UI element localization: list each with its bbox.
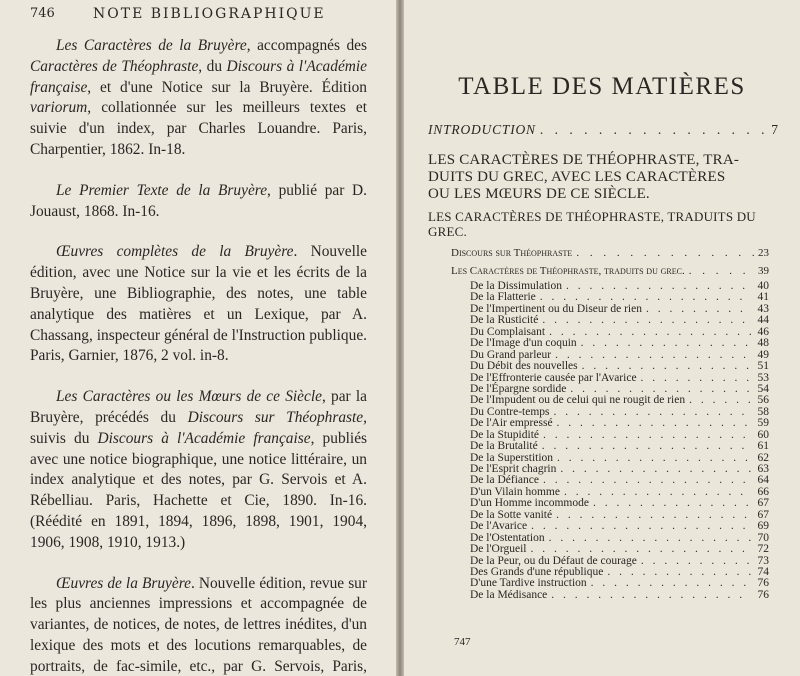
leader-dots bbox=[560, 464, 751, 475]
toc-entry-label: De l'Ostentation bbox=[470, 531, 545, 544]
leader-dots bbox=[549, 533, 751, 544]
toc-entry-chapter bbox=[451, 265, 769, 277]
toc-entry-label: De la Flatterie bbox=[470, 291, 536, 304]
toc-entry-label: Les Caractères de Théophraste, traduits du grec. bbox=[451, 265, 685, 277]
part-title-line: DUITS DU GREC, AVEC LES CARACTÈRES bbox=[428, 169, 726, 185]
toc-entry-label: D'un Homme incommode bbox=[470, 497, 589, 510]
toc-entry-page: 76 bbox=[757, 577, 769, 590]
leader-dots bbox=[549, 327, 751, 338]
toc-entry-label: De la Stupidité bbox=[470, 428, 539, 441]
bibliography-entry bbox=[30, 36, 367, 161]
toc-entry-page: 62 bbox=[757, 451, 769, 464]
leader-dots bbox=[557, 453, 751, 464]
left-page bbox=[0, 0, 397, 676]
toc-entry-label: De la Médisance bbox=[470, 588, 548, 601]
leader-dots bbox=[593, 498, 751, 509]
leader-dots bbox=[576, 247, 754, 259]
entry-text: , publiés avec une notice biographique, une notice littéraire, un index analytique et des notes, par G. Servois et A. Rébelliau. Paris, Hachette et Cie, 1890. In-16. (Réédité en 1891, 1894, 1896, 1898, 1901, 1904, 1906, 1908, 1910, 1913.) bbox=[30, 429, 368, 551]
bibliography-entry bbox=[30, 242, 367, 367]
bibliography-entry bbox=[30, 181, 367, 223]
leader-dots bbox=[641, 373, 751, 384]
toc-entry-page: 63 bbox=[757, 463, 769, 475]
entry-title-text: variorum bbox=[30, 99, 88, 117]
entry-text: , publié par D. Jouaust, 1868. In-16. bbox=[30, 181, 367, 220]
toc-entry-label: Des Grands d'une république bbox=[470, 565, 604, 578]
toc-entry-label: De la Brutalité bbox=[470, 440, 538, 453]
toc-entry-page: 73 bbox=[757, 554, 769, 567]
toc-entry-page: 76 bbox=[757, 588, 769, 601]
part-title-line: OU LES MŒURS DE CE SIÈCLE. bbox=[428, 186, 650, 202]
toc-entry-page: 70 bbox=[757, 531, 769, 544]
entry-title-text: Œuvres de la Bruyère bbox=[56, 574, 191, 592]
entry-text: , par la Bruyère, précédés du bbox=[30, 388, 367, 426]
toc-entry-page: 44 bbox=[757, 314, 769, 327]
subpart-title-line: LES CARACTÈRES DE THÉOPHRASTE, TRADUITS DU bbox=[428, 209, 756, 224]
entry-title-text: Discours à l'Académie française bbox=[97, 429, 311, 447]
entry-title-text: Les Caractères ou les Mœurs de ce Siècle bbox=[56, 388, 322, 406]
toc-entry-page: 39 bbox=[758, 265, 769, 277]
right-page bbox=[403, 0, 800, 676]
toc-entry-page: 40 bbox=[757, 280, 769, 292]
entry-text: , et d'une Notice sur la Bruyère. Édition bbox=[87, 78, 367, 96]
toc-entry-page: 60 bbox=[757, 428, 769, 441]
toc-entry-label: De la Sotte vanité bbox=[470, 508, 553, 521]
entry-title-text: Œuvres complètes de la Bruyère bbox=[56, 243, 294, 261]
folio: 747 bbox=[454, 636, 471, 648]
leader-dots bbox=[646, 304, 751, 315]
bibliography-entry bbox=[30, 387, 367, 553]
bibliography-entry bbox=[30, 574, 367, 676]
leader-dots bbox=[540, 122, 767, 138]
toc-entry-page: 74 bbox=[757, 565, 769, 578]
entry-text: . Nouvelle édition, revue sur les plus anciennes impressions et accompagnée de variantes, de notices, de notes, de lettres inédites, d'un lexique des mots et des locutions remarquables, de portraits, de fac-simile, etc., par G. Servois, Paris, bbox=[30, 574, 367, 675]
leader-dots bbox=[531, 521, 751, 532]
toc-entry-introduction bbox=[428, 122, 778, 138]
leader-dots bbox=[564, 487, 751, 498]
toc-entry-label: De la Peur, ou du Défaut de courage bbox=[470, 554, 637, 567]
bibliography bbox=[30, 36, 367, 676]
toc-entry-page: 48 bbox=[757, 337, 769, 350]
leader-dots bbox=[542, 441, 751, 452]
entry-text: , collationnée sur les meilleurs textes et suivie d'un index, par Charles Louandre. Paris, Charpentier, 1862. In-18. bbox=[30, 99, 367, 158]
leader-dots bbox=[557, 418, 751, 429]
toc-entry-page: 64 bbox=[757, 474, 769, 487]
toc-entry-page: 67 bbox=[757, 497, 769, 510]
leader-dots bbox=[530, 544, 751, 555]
toc-entry-discours bbox=[451, 247, 769, 259]
toc-entry-label: Du Débit des nouvelles bbox=[470, 360, 578, 373]
page-number: 746 bbox=[30, 6, 55, 21]
toc-entry-label: De l'Image d'un coquin bbox=[470, 337, 577, 350]
leader-dots bbox=[566, 281, 751, 292]
leader-dots bbox=[689, 395, 751, 406]
toc-entry-label: De l'Air empressé bbox=[470, 417, 553, 430]
leader-dots bbox=[543, 430, 751, 441]
toc-entry bbox=[470, 521, 769, 532]
toc-entry-label: De l'Avarice bbox=[470, 520, 528, 533]
leader-dots bbox=[607, 567, 751, 578]
leader-dots bbox=[689, 265, 754, 277]
toc-entry-label: De la Rusticité bbox=[470, 314, 539, 327]
entry-title-text: Discours sur Théophraste bbox=[187, 408, 364, 426]
entry-title-text: Caractères de Théophraste bbox=[30, 57, 199, 75]
toc-entry-page: 41 bbox=[757, 291, 769, 304]
subpart-title-line: GREC. bbox=[428, 224, 467, 239]
toc-entry-page: 66 bbox=[757, 485, 769, 498]
toc-entry-label: Du Contre-temps bbox=[470, 405, 550, 418]
toc-entry-page: 7 bbox=[771, 122, 778, 137]
toc-part-title bbox=[428, 152, 774, 203]
toc-entry-page: 54 bbox=[757, 382, 769, 395]
toc-entry-label: Du Complaisant bbox=[470, 325, 546, 338]
toc-subpart-title bbox=[428, 209, 774, 239]
toc-entry-page: 67 bbox=[757, 508, 769, 521]
toc-entry-label: De la Défiance bbox=[470, 474, 539, 487]
toc-entry-label: De l'Esprit chagrin bbox=[470, 463, 557, 475]
leader-dots bbox=[591, 578, 751, 589]
leader-dots bbox=[542, 315, 751, 326]
toc-entry-label: Du Grand parleur bbox=[470, 348, 552, 361]
toc-entry-page: 58 bbox=[757, 405, 769, 418]
part-title-line: LES CARACTÈRES DE THÉOPHRASTE, TRA- bbox=[428, 152, 740, 168]
toc-entry-page: 46 bbox=[757, 325, 769, 338]
toc-entry-label: De l'Orgueil bbox=[470, 543, 527, 556]
leader-dots bbox=[641, 556, 751, 567]
toc-entry bbox=[470, 544, 769, 555]
entry-title-text: Le Premier Texte de la Bruyère bbox=[56, 181, 268, 199]
toc-entry bbox=[470, 590, 769, 601]
running-title: NOTE BIBLIOGRAPHIQUE bbox=[93, 6, 326, 22]
leader-dots bbox=[551, 590, 751, 601]
leader-dots bbox=[582, 361, 751, 372]
toc-entry-page: 53 bbox=[757, 371, 769, 384]
toc-entry-label: De l'Effronterie causée par l'Avarice bbox=[470, 371, 637, 384]
toc-entry-label: D'une Tardive instruction bbox=[470, 577, 587, 590]
toc-entry-page: 23 bbox=[758, 247, 769, 259]
toc-entry-label: De l'Épargne sordide bbox=[470, 382, 567, 395]
toc-title: TABLE DES MATIÈRES bbox=[458, 73, 746, 100]
toc-entry-label: De la Dissimulation bbox=[470, 280, 562, 292]
toc-entry bbox=[470, 361, 769, 372]
entry-text: , suivis du bbox=[30, 408, 367, 447]
toc-entry-label: De l'Impertinent ou du Diseur de rien bbox=[470, 302, 642, 315]
entry-title-text: Discours à l'Académie française bbox=[30, 57, 367, 96]
toc-entry-page: 43 bbox=[757, 302, 769, 315]
entry-text: , du bbox=[198, 57, 227, 75]
toc-entry bbox=[470, 418, 769, 429]
leader-dots bbox=[543, 475, 751, 486]
entry-text: . Nouvelle édition, avec une Notice sur la vie et les écrits de la Bruyère, une Bibliographie, des notes, une table analytique des matières et un Lexique, par A. Chassang, inspecteur général de l'Instruction publique. Paris, Garnier, 1876, 2 vol. in-8. bbox=[30, 243, 367, 365]
toc-entry-page: 51 bbox=[757, 360, 769, 373]
toc-list bbox=[470, 281, 769, 601]
toc-entry-label: De l'Impudent ou de celui qui ne rougit de rien bbox=[470, 394, 686, 407]
toc-entry-page: 69 bbox=[757, 520, 769, 533]
toc-entry-page: 56 bbox=[757, 394, 769, 407]
entry-title-text: Les Caractères de la Bruyère bbox=[56, 37, 247, 54]
toc-entry-label: De la Superstition bbox=[470, 451, 554, 464]
toc-entry bbox=[470, 338, 769, 349]
leader-dots bbox=[554, 407, 751, 418]
toc-entry-label: D'un Vilain homme bbox=[470, 485, 560, 498]
leader-dots bbox=[581, 338, 751, 349]
toc-entry-page: 49 bbox=[757, 348, 769, 361]
toc-entry-label: INTRODUCTION bbox=[428, 122, 536, 137]
toc-entry bbox=[470, 441, 769, 452]
toc-entry-page: 59 bbox=[757, 417, 769, 430]
toc-entry-page: 72 bbox=[757, 543, 769, 556]
leader-dots bbox=[556, 510, 751, 521]
entry-text: , accompagnés des bbox=[246, 37, 367, 54]
toc-entry-page: 61 bbox=[757, 440, 769, 453]
leader-dots bbox=[555, 350, 751, 361]
toc-entry-label: Discours sur Théophraste bbox=[451, 247, 573, 259]
